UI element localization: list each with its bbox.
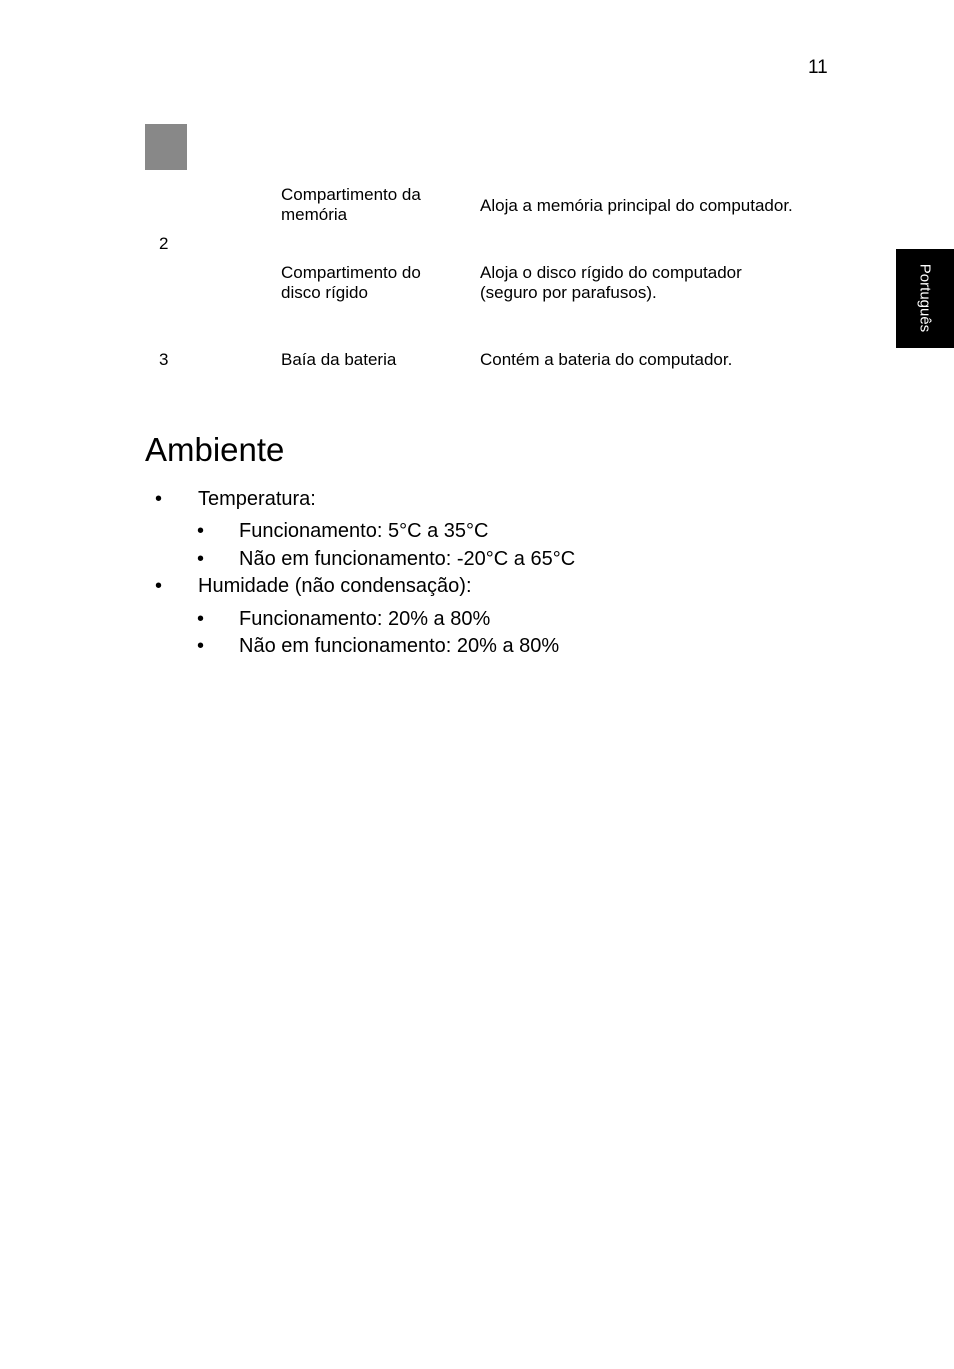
language-tab-label: Português <box>916 263 934 333</box>
row-name: Baía da bateria <box>281 350 397 369</box>
page-number: 11 <box>808 57 828 78</box>
list-item: Temperatura: <box>198 488 316 510</box>
bullet-icon: • <box>155 488 163 510</box>
row-description: Aloja o disco rígido do computador (seguro por parafusos). <box>480 263 742 302</box>
row-description: Aloja a memória principal do computador. <box>480 196 793 215</box>
list-item: Humidade (não condensação): <box>198 575 472 597</box>
bullet-icon: • <box>155 575 163 597</box>
language-tab <box>896 249 954 348</box>
section-title: Ambiente <box>145 431 285 468</box>
list-subitem: Funcionamento: 20% a 80% <box>239 608 491 630</box>
list-subitem: Não em funcionamento: 20% a 80% <box>239 635 560 657</box>
bullet-icon: • <box>197 608 205 630</box>
list-subitem: Funcionamento: 5°C a 35°C <box>239 520 489 542</box>
row-description: Contém a bateria do computador. <box>480 350 733 369</box>
row-number: 3 <box>159 350 169 369</box>
row-name: Compartimento da memória <box>281 185 421 224</box>
bullet-icon: • <box>197 520 205 542</box>
bullet-icon: • <box>197 548 205 570</box>
row-number: 2 <box>159 234 169 253</box>
row-name: Compartimento do disco rígido <box>281 263 421 302</box>
bullet-icon: • <box>197 635 205 657</box>
list-subitem: Não em funcionamento: -20°C a 65°C <box>239 548 576 570</box>
figure-placeholder <box>145 124 187 170</box>
